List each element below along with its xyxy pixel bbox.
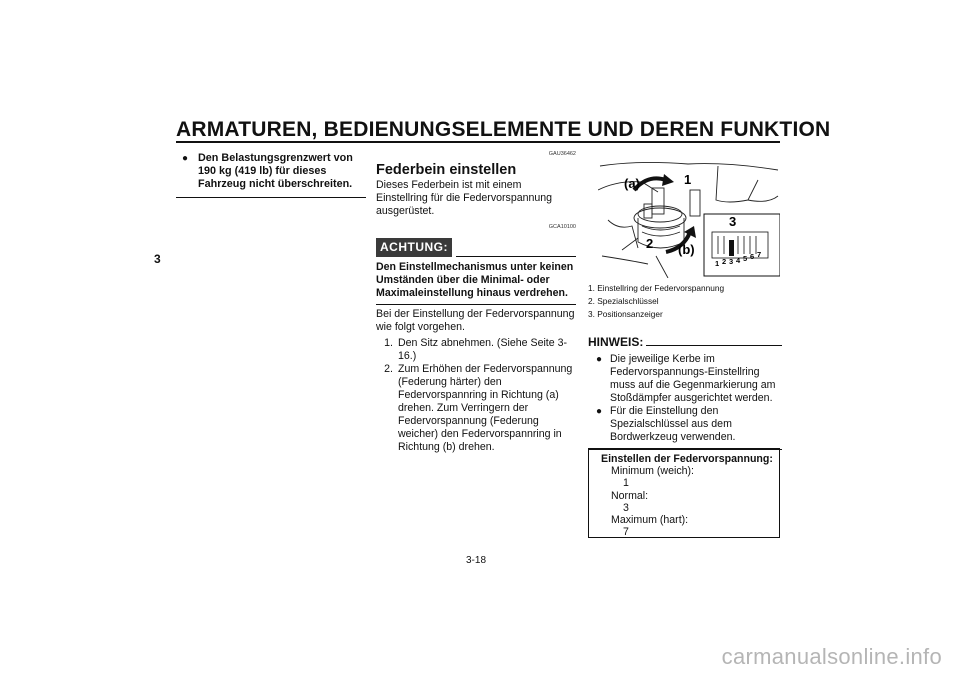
note-section — [588, 336, 782, 450]
left-column-rule — [176, 197, 366, 198]
note-header-line — [646, 345, 782, 346]
procedure-intro: Bei der Einstellung der Federvorspannung wie folgt vorgehen. — [376, 308, 575, 333]
bullet-icon: ● — [182, 153, 189, 164]
note-header — [588, 336, 782, 349]
callout-1: 1 — [684, 172, 692, 187]
shock-absorber-figure — [598, 160, 780, 278]
procedure-steps — [376, 337, 576, 454]
page-header-title: ARMATUREN, BEDIENUNGSELEMENTE UND DEREN FUNKTION — [176, 118, 831, 141]
settings-std-value: 3 — [623, 501, 629, 514]
caption-item: 2. Spezialschlüssel — [588, 296, 659, 306]
load-limit-text: Den Belastungsgrenzwert von 190 kg (419 lb) für dieses Fahrzeug nicht überschreiten. — [198, 152, 353, 190]
left-column — [176, 152, 366, 198]
caption-item: 1. Einstellring der Federvorspannung — [588, 283, 725, 293]
settings-max-label: Maximum (hart): — [611, 514, 689, 527]
callout-3: 3 — [729, 214, 737, 229]
step-number: 1. — [384, 337, 393, 349]
note-item — [588, 405, 782, 444]
chapter-tab: 3 — [154, 252, 161, 266]
section-intro: Dieses Federbein ist mit einem Einstellring für die Federvorspannung ausgerüstet. — [376, 179, 553, 217]
note-item — [588, 353, 782, 405]
preload-settings-box — [588, 448, 780, 538]
note-label: HINWEIS: — [588, 335, 644, 349]
step-text: Zum Erhöhen der Federvorspannung (Federung härter) den Federvorspannring in Richtung (a) drehen. Zum Verringern der Federvorspannung (Federung weicher) den Federvorspannring in Richtung (b) drehen. — [398, 363, 573, 453]
step-number: 2. — [384, 363, 393, 375]
direction-a-label: (a) — [624, 176, 640, 191]
warning-label: ACHTUNG: — [376, 238, 452, 257]
page-number: 3-18 — [466, 555, 487, 566]
section-title: Federbein einstellen — [376, 162, 517, 178]
shock-absorber-illustration — [598, 160, 780, 278]
header-rule — [176, 141, 780, 143]
warning-header-line — [456, 256, 576, 257]
bullet-icon: ● — [596, 354, 603, 365]
note-item-text: Die jeweilige Kerbe im Federvorspannungs-Einstellring muss auf die Gegenmarkierung am Stoßdämpfer ausgerichtet werden. — [610, 353, 776, 404]
note-item-text: Für die Einstellung den Spezialschlüssel aus dem Bordwerkzeug verwenden. — [610, 405, 736, 443]
scale-mark: 1 — [715, 259, 720, 268]
middle-column — [376, 148, 576, 454]
settings-title: Einstellen der Federvorspannung: — [601, 453, 773, 465]
watermark: carmanualsonline.info — [721, 644, 942, 669]
settings-std-label: Normal: — [611, 489, 649, 502]
load-limit-bullet — [176, 152, 366, 191]
callout-2: 2 — [646, 236, 654, 251]
section-code: GAU36462 — [548, 151, 576, 157]
step-text: Den Sitz abnehmen. (Siehe Seite 3-16.) — [398, 337, 568, 362]
figure-captions — [588, 282, 788, 321]
warning-code: GCA10100 — [548, 224, 576, 230]
scale-mark: 2 — [722, 257, 727, 266]
settings-max-value: 7 — [623, 526, 629, 539]
scale-mark: 7 — [757, 250, 762, 259]
bullet-icon: ● — [596, 406, 603, 417]
list-item — [376, 337, 576, 363]
warning-end-rule — [376, 304, 576, 305]
caption-item: 3. Positionsanzeiger — [588, 309, 663, 319]
scale-mark: 6 — [750, 252, 755, 261]
settings-min-label: Minimum (weich): — [611, 465, 694, 478]
warning-text: Den Einstellmechanismus unter keinen Umständen über die Minimal- oder Maximaleinstellung hinaus verdrehen. — [376, 261, 574, 299]
warning-header — [376, 238, 576, 257]
settings-min-value: 1 — [623, 477, 629, 490]
direction-b-label: (b) — [678, 242, 695, 257]
scale-mark: 4 — [736, 256, 741, 265]
scale-mark: 5 — [743, 254, 748, 263]
scale-mark: 3 — [729, 257, 734, 266]
list-item — [376, 363, 576, 454]
